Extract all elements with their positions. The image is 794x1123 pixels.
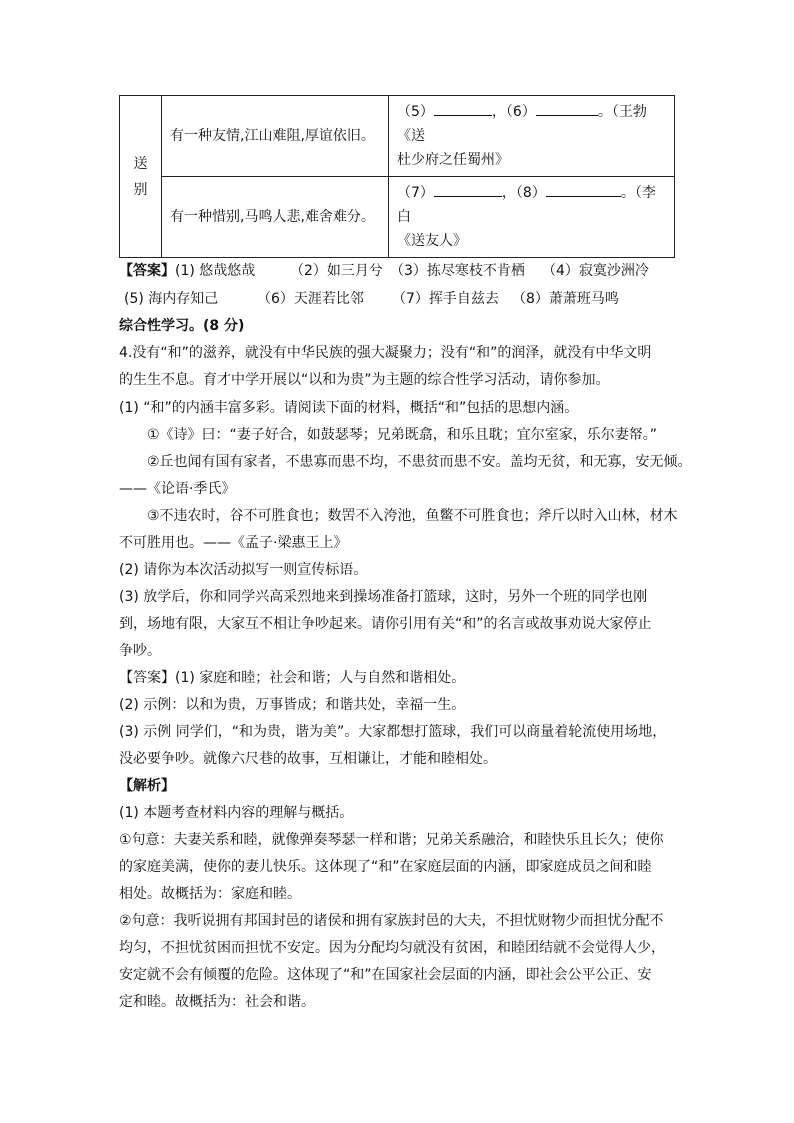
question-text: 4.没有“和”的滋养，就没有中华民族的强大凝聚力；没有“和”的润泽，就没有中华文明 — [119, 345, 652, 361]
material-text: ①《诗》曰：“妻子好合，如鼓瑟琴；兄弟既翕，和乐且耽；宜尔室家，乐尔妻帑。” — [147, 427, 658, 443]
analysis-text: (1) 本题考查材料内容的理解与概括。 — [119, 805, 354, 821]
category-cell — [120, 96, 162, 258]
question-text: 到，场地有限，大家互不相让争吵起来。请你引用有关“和”的名言或故事劝说大家停止 — [119, 616, 652, 632]
description-cell: 有一种友情,江山难阻,厚谊依旧。 — [162, 96, 389, 177]
blank-5 — [434, 101, 492, 116]
question-text: (2) 请你为本次活动拟写一则宣传标语。 — [119, 562, 368, 578]
analysis-text: ①句意：夫妻关系和睦，就像弹奏琴瑟一样和谐；兄弟关系融洽，和睦快乐且长久；使你 — [119, 832, 664, 848]
answer-text: 没必要争吵。就像六尺巷的故事，互相谦让，才能和睦相处。 — [119, 751, 497, 767]
category-char: 别 — [133, 181, 148, 198]
answer-cell: （5） ，（6） 。（王勃《送 杜少府之任蜀州》 — [389, 96, 675, 177]
table-row — [120, 96, 675, 177]
section-title: 综合性学习。(8 分) — [119, 318, 245, 334]
analysis-text: 相处。故概括为：家庭和睦。 — [119, 886, 301, 902]
answer-cell: （7） ，（8） 。（李白 《送友人》 — [389, 177, 675, 258]
blank-7 — [434, 182, 502, 197]
material-text: ②丘也闻有国有家者，不患寡而患不均，不患贫而患不安。盖均无贫，和无寡，安无倾。 — [147, 454, 692, 470]
answer-text: (3) 示例 同学们，“和为贵，谐为美”。大家都想打篮球，我们可以商量着轮流使用场地， — [119, 724, 667, 740]
material-source: ——《论语·季氏》 — [119, 481, 236, 497]
analysis-text: 定和睦。故概括为：社会和谐。 — [119, 994, 315, 1010]
blank-6 — [536, 101, 598, 116]
question-text: 争吵。 — [119, 643, 161, 659]
poem-table — [119, 95, 675, 258]
category-char: 送 — [133, 155, 148, 172]
table-row — [120, 177, 675, 258]
answer-text: (2) 示例：以和为贵，万事皆成；和谐共处，幸福一生。 — [119, 697, 466, 713]
material-text: 不可胜用也。——《孟子·梁惠王上》 — [119, 535, 348, 551]
answer-line: (5) 海内存知己 （6）天涯若比邻 （7）挥手自兹去 （8）萧萧班马鸣 — [124, 291, 619, 307]
analysis-text: 安定就不会有倾覆的危险。这体现了“和”在国家社会层面的内涵，即社会公平公正、安 — [119, 967, 652, 983]
analysis-tag: 【解析】 — [119, 778, 175, 794]
question-text: 的生生不息。育才中学开展以“以和为贵”为主题的综合性学习活动，请你参加。 — [119, 372, 610, 388]
material-text: ③不违农时，谷不可胜食也；数罟不入洿池，鱼鳖不可胜食也；斧斤以时入山林，材木 — [147, 508, 678, 524]
description-cell: 有一种惜别,马鸣人悲,难舍难分。 — [162, 177, 389, 258]
analysis-text: ②句意：我听说拥有邦国封邑的诸侯和拥有家族封邑的大夫，不担忧财物少而担忧分配不 — [119, 913, 664, 929]
analysis-text: 的家庭美满，使你的妻儿快乐。这体现了“和”在家庭层面的内涵，即家庭成员之间和睦 — [119, 859, 652, 875]
answer-line: 【答案】(1) 悠哉悠哉 （2）如三月兮 （3）拣尽寒枝不肯栖 （4）寂寞沙洲冷 — [119, 263, 649, 279]
answer-text: 【答案】(1) 家庭和睦；社会和谐；人与自然和谐相处。 — [119, 670, 466, 686]
analysis-text: 均匀，不担忧贫困而担忧不安定。因为分配均匀就没有贫困，和睦团结就不会觉得人少， — [119, 940, 665, 956]
question-text: (3) 放学后，你和同学兴高采烈地来到操场准备打篮球，这时，另外一个班的同学也刚 — [119, 589, 648, 605]
blank-8 — [546, 182, 621, 197]
question-text: (1) “和”的内涵丰富多彩。请阅读下面的材料，概括“和”包括的思想内涵。 — [119, 400, 579, 416]
